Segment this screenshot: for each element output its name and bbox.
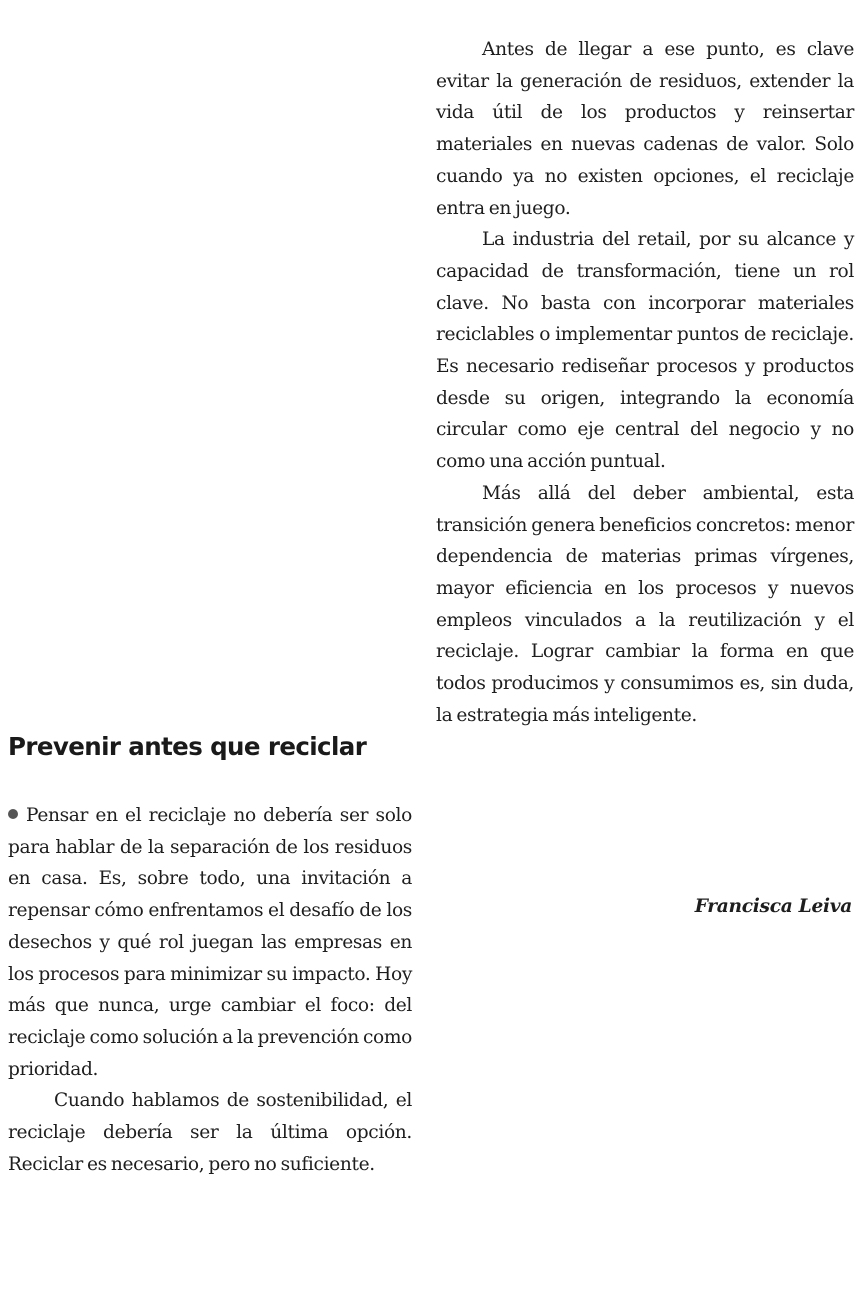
paragraph-intro	[8, 800, 412, 1085]
article-headline: Prevenir antes que reciclar	[8, 732, 367, 761]
paragraph-retail: La industria del retail, por su alcance y capacidad de transformación, tiene un rol clave. No basta con incorporar materiales reciclables o implementar puntos de reciclaje. Es necesario rediseñar procesos y productos desde su origen, integrando la economía circular como eje central del negocio y no como una acción puntual.	[436, 229, 854, 473]
right-column-body	[436, 34, 854, 731]
paragraph-prevention: Antes de llegar a ese punto, es clave evitar la generación de residuos, extender la vida útil de los productos y reinsertar materiales en nuevas cadenas de valor. Solo cuando ya no existen opciones, el reciclaje entra en juego.	[436, 39, 854, 219]
left-column-body	[8, 800, 412, 1180]
paragraph-benefits: Más allá del deber ambiental, esta transición genera beneficios concretos: menor dependencia de materias primas vírgenes, mayor eficiencia en los procesos y nuevos empleos vinculados a la reutilización y el reciclaje. Lograr cambiar la forma en que todos producimos y consumimos es, sin duda, la estrategia más inteligente.	[436, 482, 854, 726]
paragraph-sustainability: Cuando hablamos de sostenibilidad, el reciclaje debería ser la última opción. Reciclar es necesario, pero no suficiente.	[8, 1090, 412, 1175]
paragraph-intro-text: Pensar en el reciclaje no debería ser solo para hablar de la separación de los residuos en casa. Es, sobre todo, una invitación a repensar cómo enfrentamos el desafío de los desechos y qué rol juegan las empresas en los procesos para minimizar su impacto. Hoy más que nunca, urge cambiar el foco: del reciclaje como solución a la prevención como prioridad.	[8, 805, 412, 1080]
author-byline: Francisca Leiva	[694, 896, 852, 917]
bullet-icon	[8, 809, 18, 819]
